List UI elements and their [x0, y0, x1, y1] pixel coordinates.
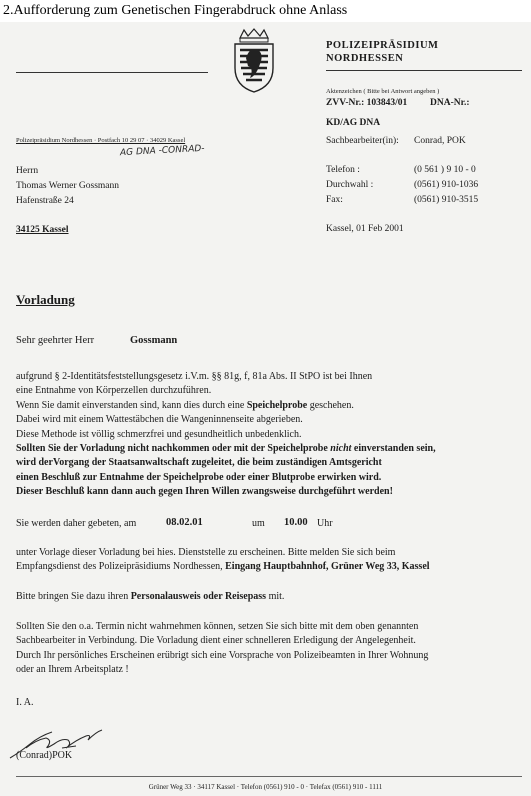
appointment-time: 10.00: [284, 517, 308, 528]
address-field-rule: [16, 72, 208, 73]
text-run-bold: Personalausweis oder Reisepass: [130, 591, 267, 602]
clerk-value: Conrad, POK: [414, 136, 466, 146]
letter-subject: Vorladung: [16, 292, 75, 307]
paragraph-line: [16, 560, 430, 574]
phone-label: Telefon :: [326, 165, 360, 175]
appointment-prefix: Sie werden daher gebeten, am: [16, 518, 137, 529]
letter-date: Kassel, 01 Feb 2001: [326, 224, 404, 234]
greeting-name: Gossmann: [130, 335, 178, 346]
paragraph-line: Diese Methode ist völlig schmerzfrei und gesundheitlich unbedenklich.: [16, 428, 302, 440]
sender-return-line: Polizeipräsidium Nordhessen · Postfach 10 29 07 · 34029 Kassel: [16, 137, 186, 144]
header-rule: [326, 70, 522, 71]
clerk-label: Sachbearbeiter(in):: [326, 136, 399, 146]
page-title: 2.Aufforderung zum Genetischen Fingerabdruck ohne Anlass: [3, 3, 348, 18]
signature-name: (Conrad)POK: [16, 750, 73, 761]
aktenzeichen-label: Aktenzeichen ( Bitte bei Antwort angeben ): [326, 88, 440, 95]
paragraph-legal-basis: [16, 370, 436, 500]
appointment-date: 08.02.01: [166, 517, 203, 528]
dna-number-label: DNA-Nr.:: [430, 98, 470, 108]
paragraph-line: Dabei wird mit einem Wattestäbchen die Wangeninnenseite abgerieben.: [16, 414, 303, 426]
text-run: mit.: [266, 591, 285, 602]
direct-dial-value: (0561) 910-1036: [414, 180, 479, 190]
text-run: Sollten Sie der Vorladung nicht nachkommen oder mit der Speichelprobe: [16, 443, 331, 455]
handwritten-note: AG DNA -CONRAD-: [119, 143, 205, 159]
recipient-salutation: Herrn: [16, 166, 39, 176]
paragraph-line: einen Beschluß zur Entnahme der Speichelprobe oder einer Blutprobe erwirken wird.: [16, 471, 382, 483]
recipient-street: Hafenstraße 24: [16, 196, 74, 206]
paragraph-line: aufgrund § 2-Identitätsfeststellungsgesetz i.V.m. §§ 81g, f, 81a Abs. II StPO ist bei Ihnen: [16, 371, 373, 382]
recipient-name: Thomas Werner Gossmann: [16, 181, 120, 191]
paragraph-location: [16, 546, 430, 575]
text-run-italic: nicht: [330, 443, 352, 455]
paragraph-line: oder an Ihrem Arbeitsplatz !: [16, 664, 129, 676]
paragraph-line: Sachbearbeiter in Verbindung. Die Vorladung dient einer schnelleren Erledigung der Angelegenheit.: [16, 635, 416, 647]
hesse-coat-of-arms-icon: [232, 28, 276, 94]
text-run: Empfangsdienst des Polizeipräsidiums Nordhessen,: [16, 561, 226, 573]
fax-label: Fax:: [326, 195, 343, 205]
paragraph-line: Durch Ihr persönliches Erscheinen erübrigt sich eine Vorsprache von Polizeibeamten in Ihrer Wohnung: [16, 649, 429, 661]
paragraph-line: [16, 399, 436, 413]
paragraph-line: [16, 442, 436, 456]
paragraph-contact: [16, 620, 428, 678]
paragraph-line: wird derVorgang der Staatsanwaltschaft zugeleitet, die beim zuständigen Amtsgericht: [16, 457, 382, 469]
department: KD/AG DNA: [326, 118, 381, 128]
footer-rule: [16, 776, 522, 777]
ia-label: I. A.: [16, 697, 34, 708]
footer-address: Grüner Weg 33 · 34117 Kassel · Telefon (0561) 910 - 0 · Telefax (0561) 910 - 1111: [148, 783, 383, 791]
text-run: Bitte bringen Sie dazu ihren: [16, 591, 131, 602]
text-run-bold: Eingang Hauptbahnhof, Grüner Weg 33, Kassel: [225, 561, 430, 573]
zvv-number: ZVV-Nr.: 103843/01: [326, 98, 408, 108]
direct-dial-label: Durchwahl :: [326, 180, 374, 190]
text-run: Wenn Sie damit einverstanden sind, kann dies durch eine: [16, 399, 247, 411]
paragraph-documents: [16, 590, 284, 604]
recipient-city: 34125 Kassel: [16, 225, 69, 235]
paragraph-line: Sollten Sie den o.a. Termin nicht wahrnehmen können, setzen Sie sich bitte mit dem oben genannten: [16, 621, 419, 632]
appointment-um: um: [252, 518, 265, 529]
paragraph-line: Dieser Beschluß kann dann auch gegen Ihren Willen zwangsweise durchgeführt werden!: [16, 486, 393, 498]
authority-region: NORDHESSEN: [326, 53, 404, 64]
greeting-prefix: Sehr geehrter Herr: [16, 335, 95, 346]
appointment-uhr: Uhr: [317, 518, 333, 529]
phone-value: (0 561 ) 9 10 - 0: [414, 165, 476, 175]
paragraph-line: unter Vorlage dieser Vorladung bei hies. Dienststelle zu erscheinen. Bitte melden Sie sich beim: [16, 547, 396, 558]
authority-name: POLIZEIPRÄSIDIUM: [326, 40, 439, 51]
paragraph-line: eine Entnahme von Körperzellen durchzuführen.: [16, 385, 212, 397]
fax-value: (0561) 910-3515: [414, 195, 479, 205]
text-run-bold: Speichelprobe: [246, 399, 308, 411]
text-run: einverstanden sein,: [351, 443, 436, 455]
text-run: geschehen.: [307, 399, 354, 411]
